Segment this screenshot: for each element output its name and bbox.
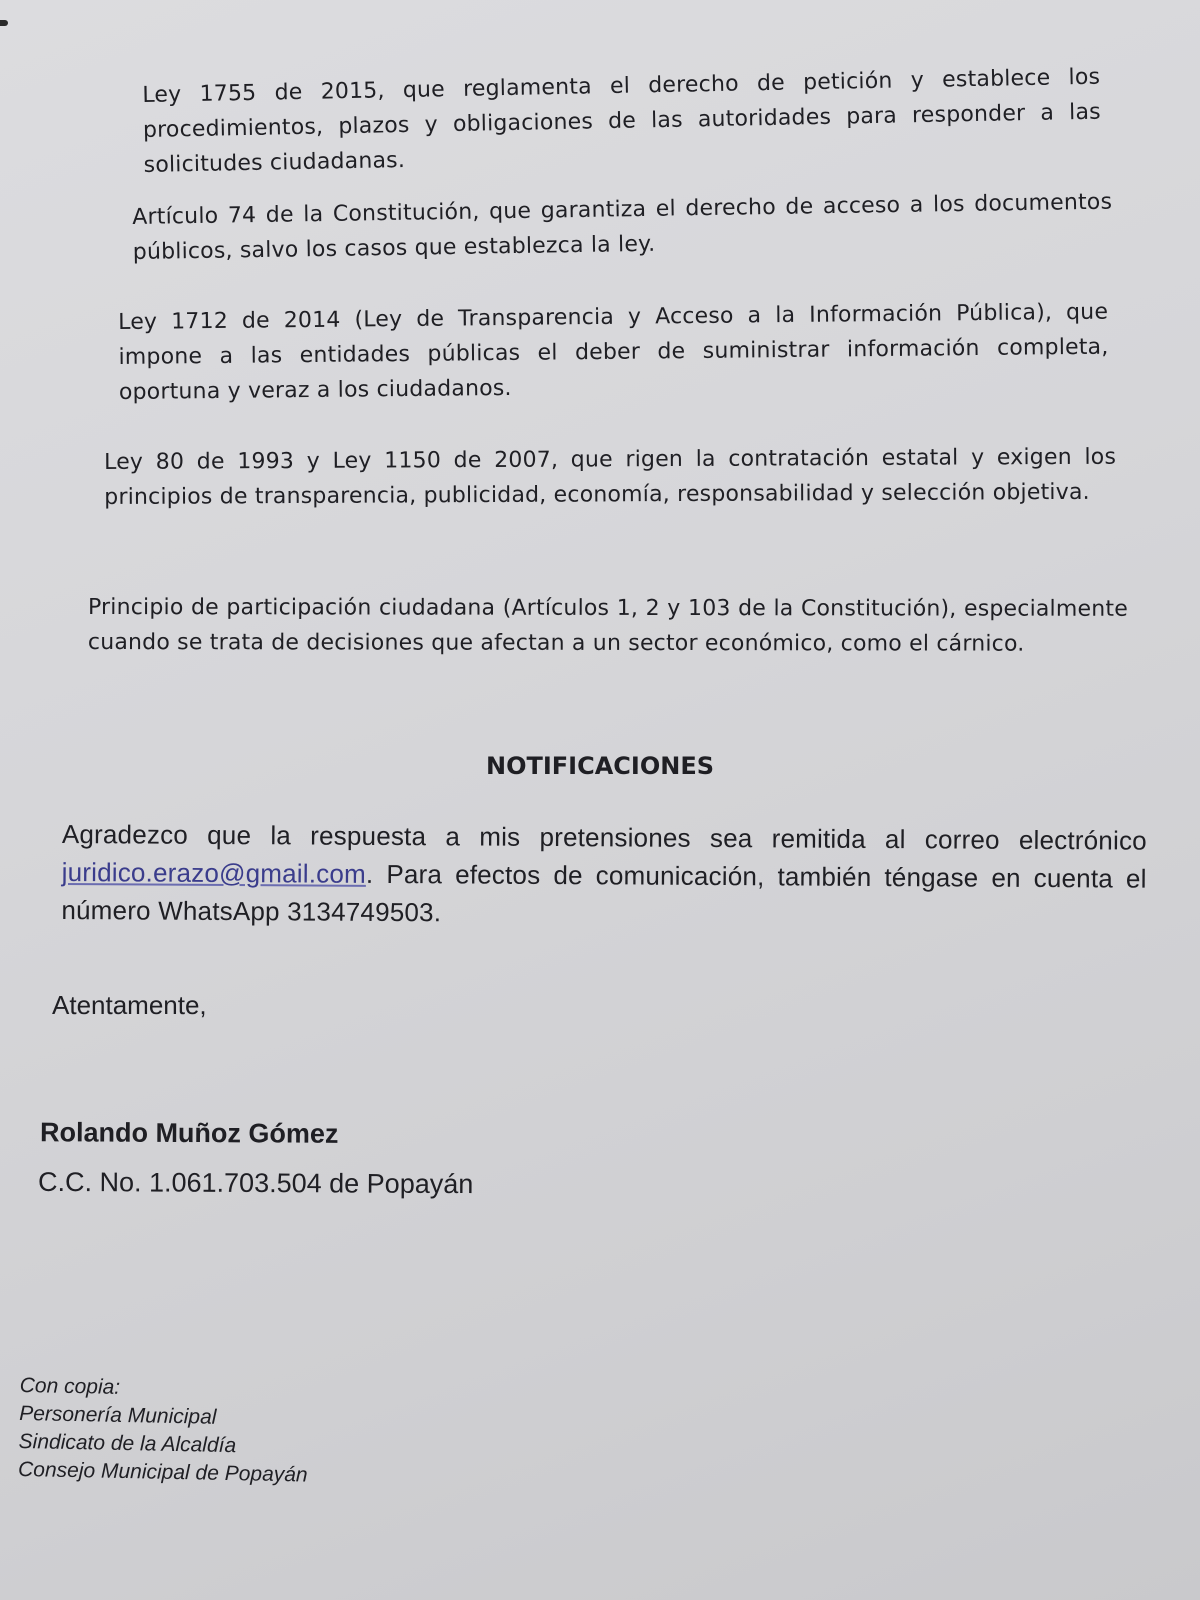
closing-salutation: Atentamente,: [52, 990, 207, 1020]
signer-name: Rolando Muñoz Gómez: [39, 1117, 339, 1149]
legal-basis-paragraph: Principio de participación ciudadana (Artículos 1, 2 y 103 de la Constitución), especialmente cuando se trata de decisiones que afectan a un sector económico, como el cárnico.: [87, 595, 1128, 657]
copy-recipient: Consejo Municipal de Popayán: [17, 1457, 308, 1487]
notifications-heading: NOTIFICACIONES: [485, 752, 714, 780]
legal-basis-paragraph: Ley 1712 de 2014 (Ley de Transparencia y Acceso a la Información Pública), que impone a las entidades públicas el deber de suministrar información completa, oportuna y veraz a los ciudadanos.: [118, 299, 1109, 405]
copy-recipient: Personería Municipal: [18, 1401, 217, 1429]
copy-recipient: Sindicato de la Alcaldía: [18, 1429, 237, 1458]
legal-basis-paragraph: Ley 1755 de 2015, que reglamenta el derecho de petición y establece los procedimientos, plazos y obligaciones de las autoridades para responder a las solicitudes ciudadanas.: [142, 64, 1102, 178]
notifications-text-before: Agradezco que la respuesta a mis pretensiones sea remitida al correo electrónico: [61, 818, 1147, 856]
email-link[interactable]: juridico.erazo@gmail.com: [61, 856, 367, 889]
legal-basis-paragraph: Ley 80 de 1993 y Ley 1150 de 2007, que rigen la contratación estatal y exigen los principios de transparencia, publicidad, economía, responsabilidad y selección objetiva.: [104, 444, 1117, 510]
signer-id: C.C. No. 1.061.703.504 de Popayán: [37, 1166, 474, 1200]
copy-label: Con copia:: [19, 1373, 121, 1399]
notifications-text-after: . Para efectos de comunicación, también téngase en cuenta el número WhatsApp 3134749503.: [61, 858, 1147, 928]
corner-mark: [0, 20, 8, 26]
copy-recipients: [18, 1372, 310, 1490]
notifications-paragraph: [61, 815, 1147, 936]
legal-basis-paragraph: Artículo 74 de la Constitución, que garantiza el derecho de acceso a los documentos públicos, salvo los casos que establezca la ley.: [132, 189, 1113, 265]
